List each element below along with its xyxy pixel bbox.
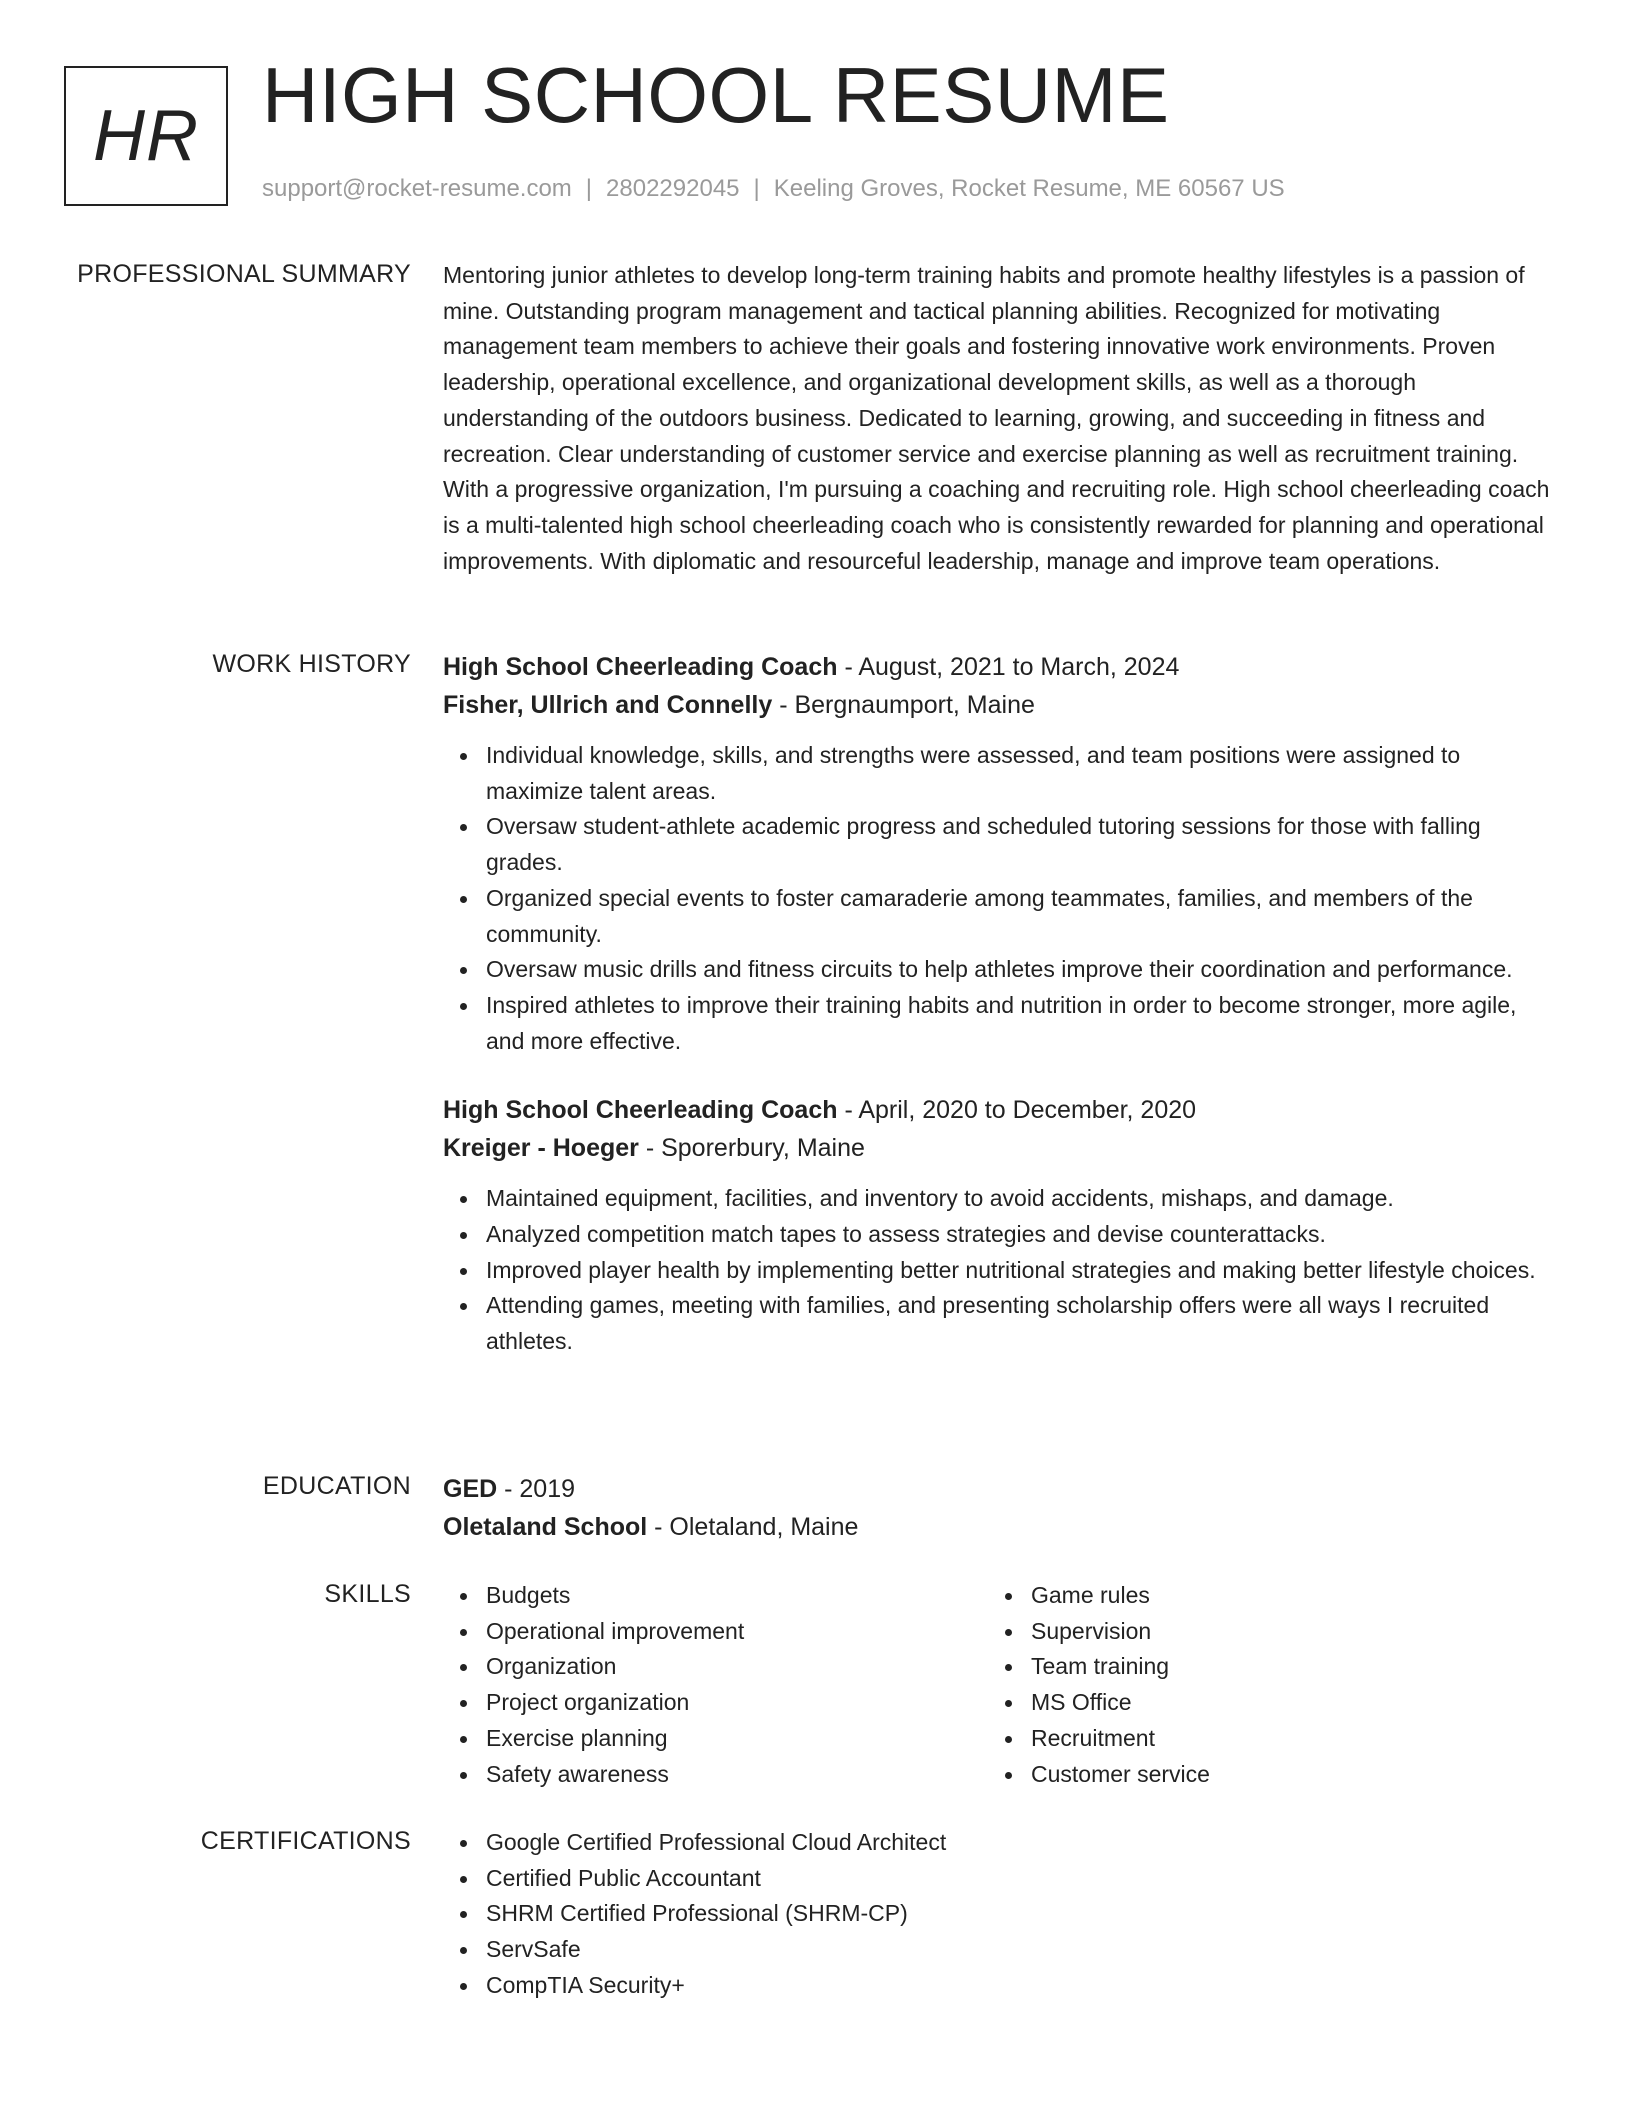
job-bullets xyxy=(443,1181,1553,1360)
contact-line xyxy=(262,175,1285,204)
section-label-certifications: CERTIFICATIONS xyxy=(200,1827,411,1855)
education-school: Oletaland School xyxy=(443,1513,648,1541)
summary-text: Mentoring junior athletes to develop long-term training habits and promote healthy lifestyles is a passion of mine. Outstanding program management and tactical planning abilities. Recognized for motivating management team members to achieve their goals and fostering innovative work environments. Proven leadership, operational excellence, and organizational development skills, as well as a thorough understanding of the outdoors business. Dedicated to learning, growing, and succeeding in fitness and recreation. Clear understanding of customer service and exercise planning as well as recruitment training. With a progressive organization, I'm pursuing a coaching and recruiting role. High school cheerleading coach is a multi-talented high school cheerleading coach who is consistently rewarded for planning and operational improvements. With diplomatic and resourceful leadership, manage and improve team operations. xyxy=(443,262,1550,574)
skill-item: Operational improvement xyxy=(443,1614,988,1650)
job-bullet: Inspired athletes to improve their training habits and nutrition in order to become stronger, more agile, and more effective. xyxy=(443,988,1553,1059)
section-label-education: EDUCATION xyxy=(262,1472,411,1500)
job-bullet: Improved player health by implementing better nutritional strategies and making better lifestyle choices. xyxy=(443,1253,1553,1289)
monogram-text: HR xyxy=(93,96,199,176)
skills-list-left xyxy=(443,1578,988,1792)
skill-item: Organization xyxy=(443,1649,988,1685)
certification-item: CompTIA Security+ xyxy=(443,1968,1553,2004)
job-entry xyxy=(443,1091,1553,1360)
skill-item: Team training xyxy=(988,1649,1488,1685)
job-company: Kreiger - Hoeger xyxy=(443,1134,639,1163)
contact-phone: 2802292045 xyxy=(606,175,740,202)
contact-separator: | xyxy=(585,175,593,202)
certifications-body xyxy=(443,1825,1553,2004)
job-location: - Bergnaumport, Maine xyxy=(772,691,1035,719)
job-bullet: Analyzed competition match tapes to assess strategies and devise counterattacks. xyxy=(443,1217,1553,1253)
certification-item: Certified Public Accountant xyxy=(443,1861,1553,1897)
skill-item: Game rules xyxy=(988,1578,1488,1614)
skill-item: Budgets xyxy=(443,1578,988,1614)
education-degree-line xyxy=(443,1470,1553,1508)
skills-body xyxy=(443,1578,1553,1792)
skills-columns xyxy=(443,1578,1553,1792)
education-location: - Oletaland, Maine xyxy=(647,1513,859,1541)
skill-item: Safety awareness xyxy=(443,1757,988,1793)
contact-separator: | xyxy=(753,175,760,202)
skill-item: Exercise planning xyxy=(443,1721,988,1757)
job-dates: - April, 2020 to December, 2020 xyxy=(837,1096,1197,1125)
skills-list-right xyxy=(988,1578,1488,1792)
resume-title: HIGH SCHOOL RESUME xyxy=(262,51,1170,139)
job-bullet: Maintained equipment, facilities, and inventory to avoid accidents, mishaps, and damage. xyxy=(443,1181,1553,1217)
job-company-line xyxy=(443,1129,1553,1167)
section-label-summary: PROFESSIONAL SUMMARY xyxy=(77,260,411,288)
section-label-work: WORK HISTORY xyxy=(212,650,411,678)
work-body xyxy=(443,648,1553,1360)
education-year: - 2019 xyxy=(497,1475,576,1503)
contact-email: support@rocket-resume.com xyxy=(262,175,572,202)
education-body xyxy=(443,1470,1553,1546)
job-company: Fisher, Ullrich and Connelly xyxy=(443,691,773,719)
certifications-list xyxy=(443,1825,1553,2004)
job-bullet: Organized special events to foster camaraderie among teammates, families, and members of the community. xyxy=(443,881,1553,952)
certification-item: Google Certified Professional Cloud Architect xyxy=(443,1825,1553,1861)
monogram-box xyxy=(64,66,228,206)
summary-body xyxy=(443,258,1553,579)
certification-item: ServSafe xyxy=(443,1932,1553,1968)
education-school-line xyxy=(443,1508,1553,1546)
job-bullet: Attending games, meeting with families, and presenting scholarship offers were all ways I recruited athletes. xyxy=(443,1288,1553,1359)
skill-item: MS Office xyxy=(988,1685,1488,1721)
section-label-skills: SKILLS xyxy=(324,1580,411,1608)
job-company-line xyxy=(443,686,1553,724)
job-title-line xyxy=(443,1091,1553,1129)
job-title: High School Cheerleading Coach xyxy=(443,653,838,681)
education-degree: GED xyxy=(443,1475,498,1503)
skill-item: Supervision xyxy=(988,1614,1488,1650)
job-bullets xyxy=(443,738,1553,1059)
job-bullet: Individual knowledge, skills, and strengths were assessed, and team positions were assigned to maximize talent areas. xyxy=(443,738,1553,809)
job-title: High School Cheerleading Coach xyxy=(443,1096,838,1125)
certification-item: SHRM Certified Professional (SHRM-CP) xyxy=(443,1896,1553,1932)
skill-item: Recruitment xyxy=(988,1721,1488,1757)
skill-item: Project organization xyxy=(443,1685,988,1721)
job-title-line xyxy=(443,648,1553,686)
job-dates: - August, 2021 to March, 2024 xyxy=(837,653,1180,681)
contact-address: Keeling Groves, Rocket Resume, ME 60567 US xyxy=(773,175,1285,202)
job-bullet: Oversaw music drills and fitness circuits to help athletes improve their coordination and performance. xyxy=(443,952,1553,988)
job-bullet: Oversaw student-athlete academic progress and scheduled tutoring sessions for those with falling grades. xyxy=(443,809,1553,880)
job-entry xyxy=(443,648,1553,1059)
skill-item: Customer service xyxy=(988,1757,1488,1793)
job-location: - Sporerbury, Maine xyxy=(638,1134,865,1163)
